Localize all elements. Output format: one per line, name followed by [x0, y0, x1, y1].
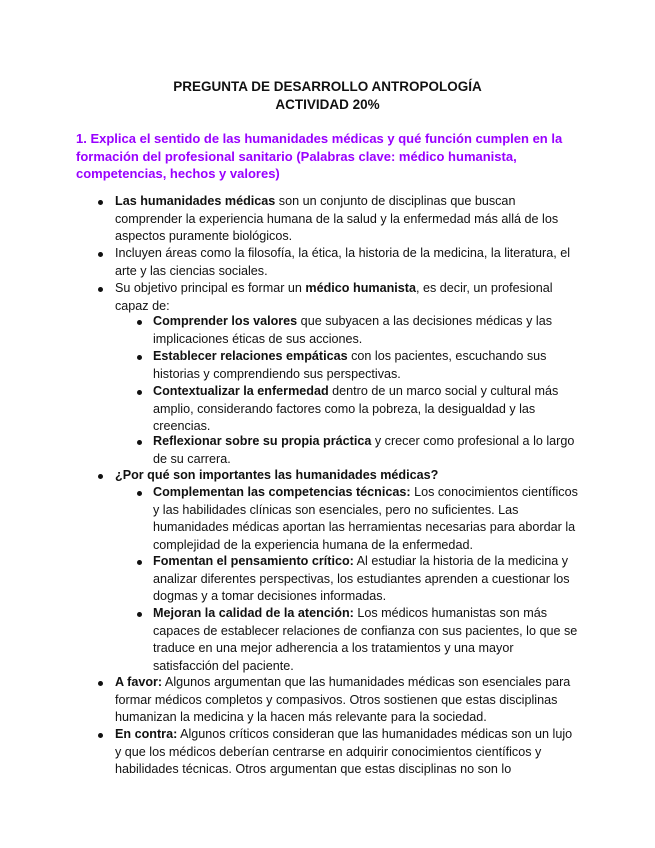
- list-item: Reflexionar sobre su propia práctica y crecer como profesional a lo largo de su carrera.: [153, 434, 575, 466]
- list-item: Complementan las competencias técnicas: Los conocimientos científicos y las habilidades clínicas son esenciales, pero no suficientes. Las humanidades médicas aportan las herramientas necesarias para abordar la complejidad de la experiencia humana de la enfermedad.: [153, 485, 578, 552]
- bullet-marker: [137, 320, 142, 325]
- bullet-marker: [137, 440, 142, 445]
- bullet-marker: [98, 681, 103, 686]
- list-item: Fomentan el pensamiento crítico: Al estudiar la historia de la medicina y analizar diferentes perspectivas, los estudiantes aprenden a cuestionar los dogmas y a tomar decisiones informadas.: [153, 554, 570, 603]
- list-item: A favor: Algunos argumentan que las humanidades médicas son esenciales para formar médicos completos y compasivos. Otros sostienen que estas disciplinas humanizan la medicina y la hacen más relevante para la sociedad.: [115, 675, 571, 724]
- list-item: Incluyen áreas como la filosofía, la ética, la historia de la medicina, la literatura, el arte y las ciencias sociales.: [115, 246, 571, 278]
- list-item: ¿Por qué son importantes las humanidades médicas?: [115, 468, 439, 482]
- document-title: PREGUNTA DE DESARROLLO ANTROPOLOGÍA: [173, 79, 482, 94]
- list-item: Contextualizar la enfermedad dentro de un marco social y cultural más amplio, considerando factores como la pobreza, la desigualdad y las creencias.: [153, 384, 559, 433]
- bullet-marker: [137, 390, 142, 395]
- bullet-marker: [98, 287, 103, 292]
- bullet-marker: [98, 200, 103, 205]
- list-item: Comprender los valores que subyacen a las decisiones médicas y las implicaciones éticas de sus acciones.: [153, 314, 553, 346]
- list-item: Su objetivo principal es formar un médico humanista, es decir, un profesional capaz de:: [115, 281, 553, 313]
- question-heading: 1. Explica el sentido de las humanidades médicas y qué función cumplen en la formación del profesional sanitario (Palabras clave: médico humanista, competencias, hechos y valores): [76, 131, 563, 181]
- bullet-marker: [137, 491, 142, 496]
- bullet-marker: [98, 733, 103, 738]
- document-subtitle: ACTIVIDAD 20%: [275, 97, 380, 112]
- list-item: Establecer relaciones empáticas con los pacientes, escuchando sus historias y comprendiendo sus perspectivas.: [153, 349, 547, 381]
- list-item: En contra: Algunos críticos consideran que las humanidades médicas son un lujo y que los médicos deberían centrarse en adquirir conocimientos científicos y habilidades técnicas. Otros argumentan que estas disciplinas no son lo: [115, 727, 573, 776]
- bullet-marker: [98, 474, 103, 479]
- bullet-marker: [137, 560, 142, 565]
- bullet-marker: [137, 355, 142, 360]
- bullet-marker: [137, 612, 142, 617]
- list-item: Mejoran la calidad de la atención: Los médicos humanistas son más capaces de establecer relaciones de confianza con sus pacientes, lo que se traduce en una mejor adherencia a los tratamientos y una mayor satisfacción del paciente.: [153, 606, 578, 673]
- list-item: Las humanidades médicas son un conjunto de disciplinas que buscan comprender la experiencia humana de la salud y la enfermedad más allá de los aspectos puramente biológicos.: [115, 194, 559, 243]
- bullet-marker: [98, 252, 103, 257]
